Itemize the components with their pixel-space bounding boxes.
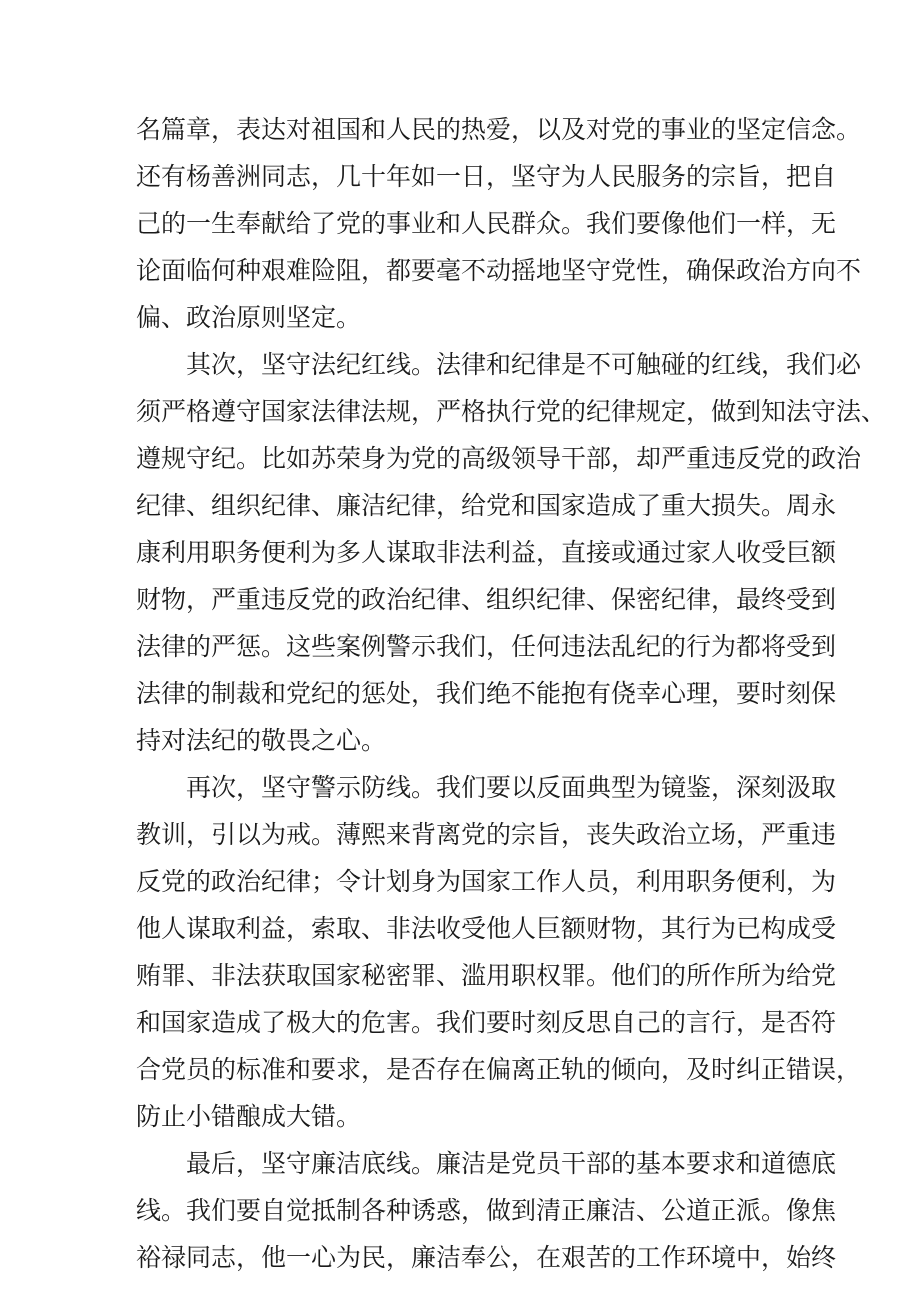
- paragraph-integrity: [136, 1140, 837, 1281]
- text-line: 偏、政治原则坚定。: [136, 303, 362, 332]
- text-line: 还有杨善洲同志，几十年如一日，坚守为人民服务的宗旨，把自: [136, 162, 837, 191]
- paragraph-continuation: [136, 106, 862, 341]
- text-line: 己的一生奉献给了党的事业和人民群众。我们要像他们一样，无: [136, 209, 837, 238]
- text-line: 线。我们要自觉抵制各种诱惑，做到清正廉洁、公道正派。像焦: [136, 1196, 837, 1225]
- document-body: [136, 106, 887, 1281]
- paragraph-warning: [136, 764, 862, 1140]
- text-line: 他人谋取利益，索取、非法收受他人巨额财物，其行为已构成受: [136, 914, 837, 943]
- text-line: 其次，坚守法纪红线。法律和纪律是不可触碰的红线，我们必: [186, 350, 862, 379]
- text-line: 法律的严惩。这些案例警示我们，任何违法乱纪的行为都将受到: [136, 632, 837, 661]
- text-line: 论面临何种艰难险阻，都要毫不动摇地坚守党性，确保政治方向不: [136, 256, 862, 285]
- text-line: 最后，坚守廉洁底线。廉洁是党员干部的基本要求和道德底: [186, 1149, 837, 1178]
- text-line: 名篇章，表达对祖国和人民的热爱，以及对党的事业的坚定信念。: [136, 115, 862, 144]
- text-line: 和国家造成了极大的危害。我们要时刻反思自己的言行，是否符: [136, 1008, 837, 1037]
- text-line: 再次，坚守警示防线。我们要以反面典型为镜鉴，深刻汲取: [186, 773, 837, 802]
- text-line: 纪律、组织纪律、廉洁纪律，给党和国家造成了重大损失。周永: [136, 491, 837, 520]
- text-line: 防止小错酿成大错。: [136, 1102, 362, 1131]
- text-line: 裕禄同志，他一心为民，廉洁奉公，在艰苦的工作环境中，始终: [136, 1243, 837, 1272]
- text-line: 须严格遵守国家法律法规，严格执行党的纪律规定，做到知法守法、: [136, 397, 887, 426]
- text-line: 反党的政治纪律；令计划身为国家工作人员，利用职务便利，为: [136, 867, 837, 896]
- paragraph-law-discipline: [136, 341, 887, 764]
- text-line: 持对法纪的敬畏之心。: [136, 726, 387, 755]
- text-line: 法律的制裁和党纪的惩处，我们绝不能抱有侥幸心理，要时刻保: [136, 679, 837, 708]
- text-line: 教训，引以为戒。薄熙来背离党的宗旨，丧失政治立场，严重违: [136, 820, 837, 849]
- text-line: 康利用职务便利为多人谋取非法利益，直接或通过家人收受巨额: [136, 538, 837, 567]
- text-line: 财物，严重违反党的政治纪律、组织纪律、保密纪律，最终受到: [136, 585, 837, 614]
- text-line: 合党员的标准和要求，是否存在偏离正轨的倾向，及时纠正错误，: [136, 1055, 862, 1084]
- text-line: 贿罪、非法获取国家秘密罪、滥用职权罪。他们的所作所为给党: [136, 961, 837, 990]
- text-line: 遵规守纪。比如苏荣身为党的高级领导干部，却严重违反党的政治: [136, 444, 862, 473]
